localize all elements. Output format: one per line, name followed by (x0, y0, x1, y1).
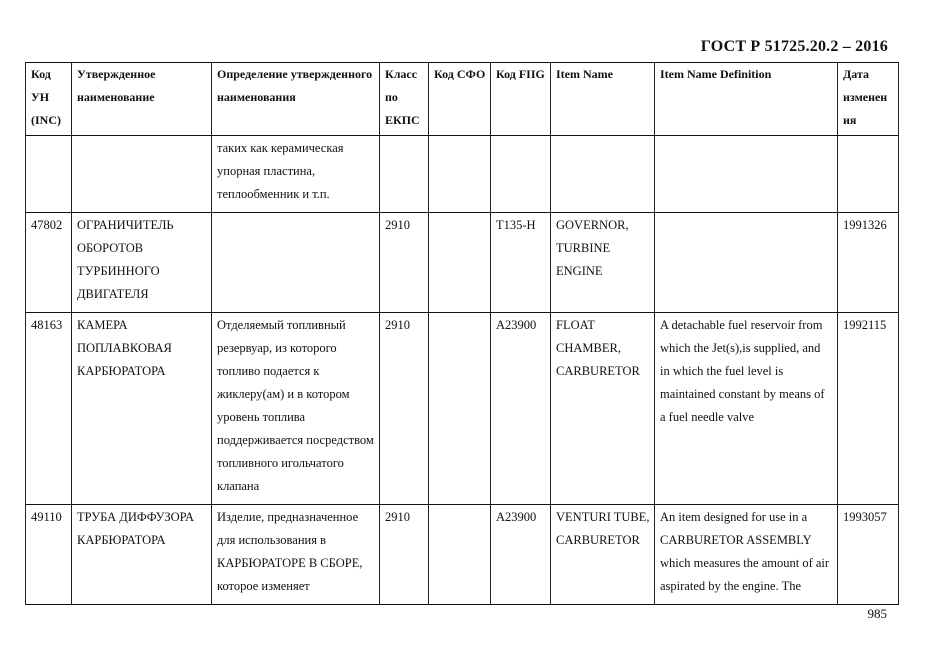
cell-code: 49110 (26, 505, 72, 605)
cell-item-name: VENTURI TUBE, CARBURETOR (551, 505, 655, 605)
column-header-name: Утвержденное наименование (72, 63, 212, 136)
table-row (26, 213, 899, 313)
cell-date: 1991326 (838, 213, 899, 313)
cell-class (380, 136, 429, 213)
table-row (26, 505, 899, 605)
cell-name: КАМЕРА ПОПЛАВКОВАЯ КАРБЮРАТОРА (72, 313, 212, 505)
cell-item-definition (655, 136, 838, 213)
catalog-table (25, 62, 899, 605)
cell-item-name: FLOAT CHAMBER, CARBURETOR (551, 313, 655, 505)
table-row (26, 136, 899, 213)
cell-sfo (429, 136, 491, 213)
column-header-code: Код УН (INC) (26, 63, 72, 136)
cell-definition: таких как керамическая упорная пластина, теплообменник и т.п. (212, 136, 380, 213)
cell-class: 2910 (380, 213, 429, 313)
cell-class: 2910 (380, 505, 429, 605)
column-header-class: Класс по ЕКПС (380, 63, 429, 136)
cell-fiig: A23900 (491, 505, 551, 605)
cell-class: 2910 (380, 313, 429, 505)
cell-definition: Отделяемый топливный резервуар, из которого топливо подается к жиклеру(ам) и в котором уровень топлива поддерживается посредством топливного игольчатого клапана (212, 313, 380, 505)
cell-item-name: GOVERNOR, TURBINE ENGINE (551, 213, 655, 313)
cell-name: ОГРАНИЧИТЕЛЬ ОБОРОТОВ ТУРБИННОГО ДВИГАТЕЛЯ (72, 213, 212, 313)
cell-code (26, 136, 72, 213)
table-row (26, 313, 899, 505)
cell-fiig: T135-H (491, 213, 551, 313)
cell-date (838, 136, 899, 213)
table-header-row (26, 63, 899, 136)
cell-code: 47802 (26, 213, 72, 313)
cell-item-definition: An item designed for use in a CARBURETOR ASSEMBLY which measures the amount of air aspirated by the engine. The (655, 505, 838, 605)
column-header-date: Дата изменения (838, 63, 899, 136)
column-header-fiig: Код FIIG (491, 63, 551, 136)
cell-date: 1993057 (838, 505, 899, 605)
column-header-item-definition: Item Name Definition (655, 63, 838, 136)
cell-item-definition: A detachable fuel reservoir from which the Jet(s),is supplied, and in which the fuel level is maintained constant by means of a fuel needle valve (655, 313, 838, 505)
cell-sfo (429, 505, 491, 605)
cell-sfo (429, 213, 491, 313)
column-header-sfo: Код СФО (429, 63, 491, 136)
cell-name (72, 136, 212, 213)
cell-sfo (429, 313, 491, 505)
cell-code: 48163 (26, 313, 72, 505)
page-number: 985 (867, 606, 887, 621)
cell-item-name (551, 136, 655, 213)
column-header-item-name: Item Name (551, 63, 655, 136)
cell-name: ТРУБА ДИФФУЗОРА КАРБЮРАТОРА (72, 505, 212, 605)
cell-fiig (491, 136, 551, 213)
cell-fiig: A23900 (491, 313, 551, 505)
cell-date: 1992115 (838, 313, 899, 505)
cell-item-definition (655, 213, 838, 313)
document-title: ГОСТ Р 51725.20.2 – 2016 (700, 38, 888, 55)
cell-definition (212, 213, 380, 313)
column-header-definition: Определение утвержденного наименования (212, 63, 380, 136)
cell-definition: Изделие, предназначенное для использования в КАРБЮРАТОРЕ В СБОРЕ, которое изменяет (212, 505, 380, 605)
